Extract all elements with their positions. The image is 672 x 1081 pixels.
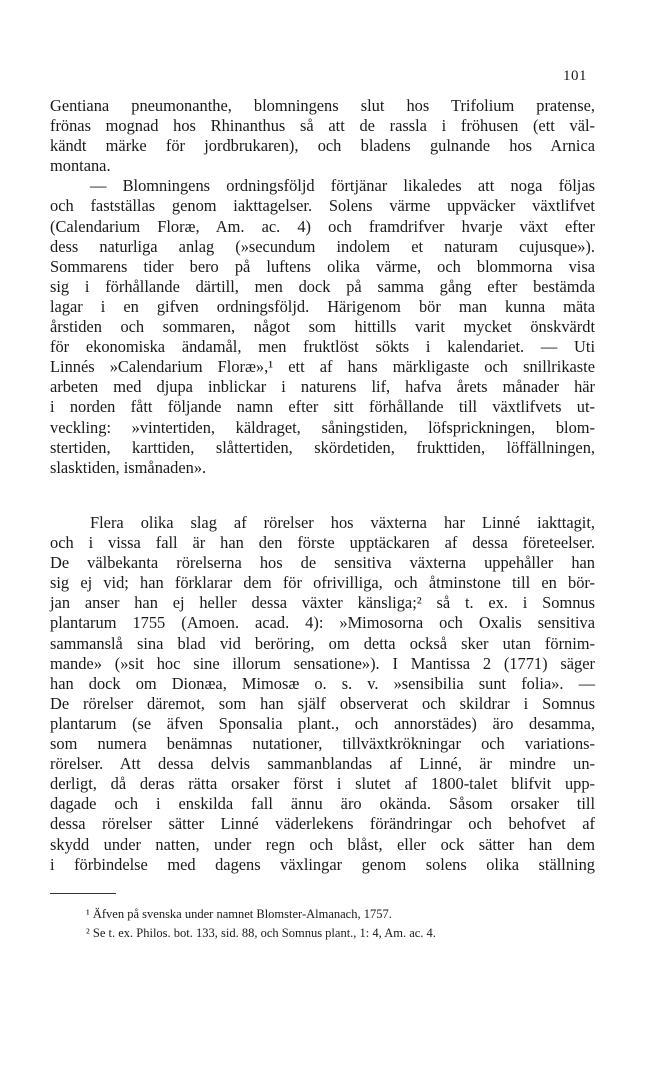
text-line: skydd under natten, under regn och blåst, eller ock sätter han dem	[50, 834, 595, 854]
text-line: dagade och i enskilda fall ännu äro okända. Såsom orsaker till	[50, 794, 595, 814]
text-line: Linnés »Calendarium Floræ»,¹ ett af hans märkligaste och snillrikaste	[50, 357, 595, 377]
footnotes	[86, 905, 436, 942]
text-line: derligt, då deras rätta orsaker först i slutet af 1800-talet blifvit upp-	[50, 774, 595, 794]
text-line: han dock om Dionæa, Mimosæ o. s. v. »sensibilia sunt folia». —	[50, 673, 595, 693]
text-line: som numera benämnas nutationer, tillväxtkrökningar och variations-	[50, 734, 595, 754]
text-line: Flera olika slag af rörelser hos växterna har Linné iakttagit,	[90, 513, 595, 532]
text-line: och i vissa fall är han den förste upptäckaren af dessa företeelser.	[50, 533, 595, 553]
text-line: sammanslå sina blad vid beröring, om detta också sker utan förnim-	[50, 633, 595, 653]
text-line: Sommarens tider bero på luftens olika värme, och blommorna visa	[50, 256, 595, 276]
text-line: montana.	[50, 156, 111, 176]
text-line: De välbekanta rörelserna hos de sensitiva växterna uppehåller han	[50, 553, 595, 573]
footnote-2: ² Se t. ex. Philos. bot. 133, sid. 88, och Somnus plant., 1: 4, Am. ac. 4.	[86, 925, 436, 940]
page-number: 101	[563, 68, 587, 84]
text-line: stertiden, karttiden, slåttertiden, skördetiden, frukttiden, löffällningen,	[50, 437, 595, 457]
text-line: rörelser. Att dessa delvis sammanblandas af Linné, är mindre un-	[50, 754, 595, 774]
text-line: Gentiana pneumonanthe, blomningens slut hos Trifolium pratense,	[50, 96, 595, 115]
text-line: De rörelser däremot, som han själf observerat och skildrar i Somnus	[50, 693, 595, 713]
text-line: i norden fått följande namn efter sitt förhållande till växtlifvets ut-	[50, 397, 595, 417]
text-line: — Blomningens ordningsföljd förtjänar likaledes att noga följas	[90, 176, 595, 196]
text-line: lagar i en gifven ordningsföljd. Härigenom bör man kunna mäta	[50, 296, 595, 316]
text-line: kändt märke för jordbrukaren), och bladens gulnande hos Arnica	[50, 136, 595, 156]
text-line: för ekonomiska ändamål, men fruktlöst sökts i kalendariet. — Uti	[50, 337, 595, 357]
text-line: dessa rörelser sätter Linné väderlekens förändringar och behofvet af	[50, 814, 595, 834]
text-line: dess naturliga anlag (»secundum indolem et naturam cujusque»).	[50, 236, 595, 256]
paragraph-2	[50, 513, 595, 875]
text-line: sig i förhållande därtill, men dock på samma gång efter bestämda	[50, 276, 595, 296]
text-line: jan anser han ej heller dessa växter känsliga;² så t. ex. i Somnus	[50, 593, 595, 613]
text-line: årstiden och sommaren, något som hittills varit mycket önskvärdt	[50, 317, 595, 337]
text-line: mande» (»sit hoc sine illorum sensatione»). I Mantissa 2 (1771) säger	[50, 653, 595, 673]
paragraph-1	[50, 96, 595, 478]
text-line: sig ej vid; han förklarar dem för ofrivilliga, och åtminstone till en bör-	[50, 573, 595, 593]
text-line: plantarum 1755 (Amoen. acad. 4): »Mimosorna och Oxalis sensitiva	[50, 613, 595, 633]
text-line: arbeten med djupa inblickar i naturens lif, hafva årets månader här	[50, 377, 595, 397]
text-line: frönas mognad hos Rhinanthus så att de rassla i fröhusen (ett väl-	[50, 116, 595, 136]
text-line: (Calendarium Floræ, Am. ac. 4) och framdrifver hvarje växt efter	[50, 216, 595, 236]
text-line: i förbindelse med dagens växlingar genom solens olika ställning	[50, 854, 595, 874]
text-line: och fastställas genom iakttagelser. Solens värme uppväcker växtlifvet	[50, 196, 595, 216]
text-line: veckling: »vintertiden, käldraget, såningstiden, löfsprickningen, blom-	[50, 417, 595, 437]
text-line: plantarum (se äfven Sponsalia plant., och annorstädes) äro desamma,	[50, 713, 595, 733]
footnote-1: ¹ Äfven på svenska under namnet Blomster-Almanach, 1757.	[86, 907, 392, 921]
footnote-divider	[50, 893, 116, 894]
text-line: slasktiden, ismånaden».	[50, 457, 207, 477]
